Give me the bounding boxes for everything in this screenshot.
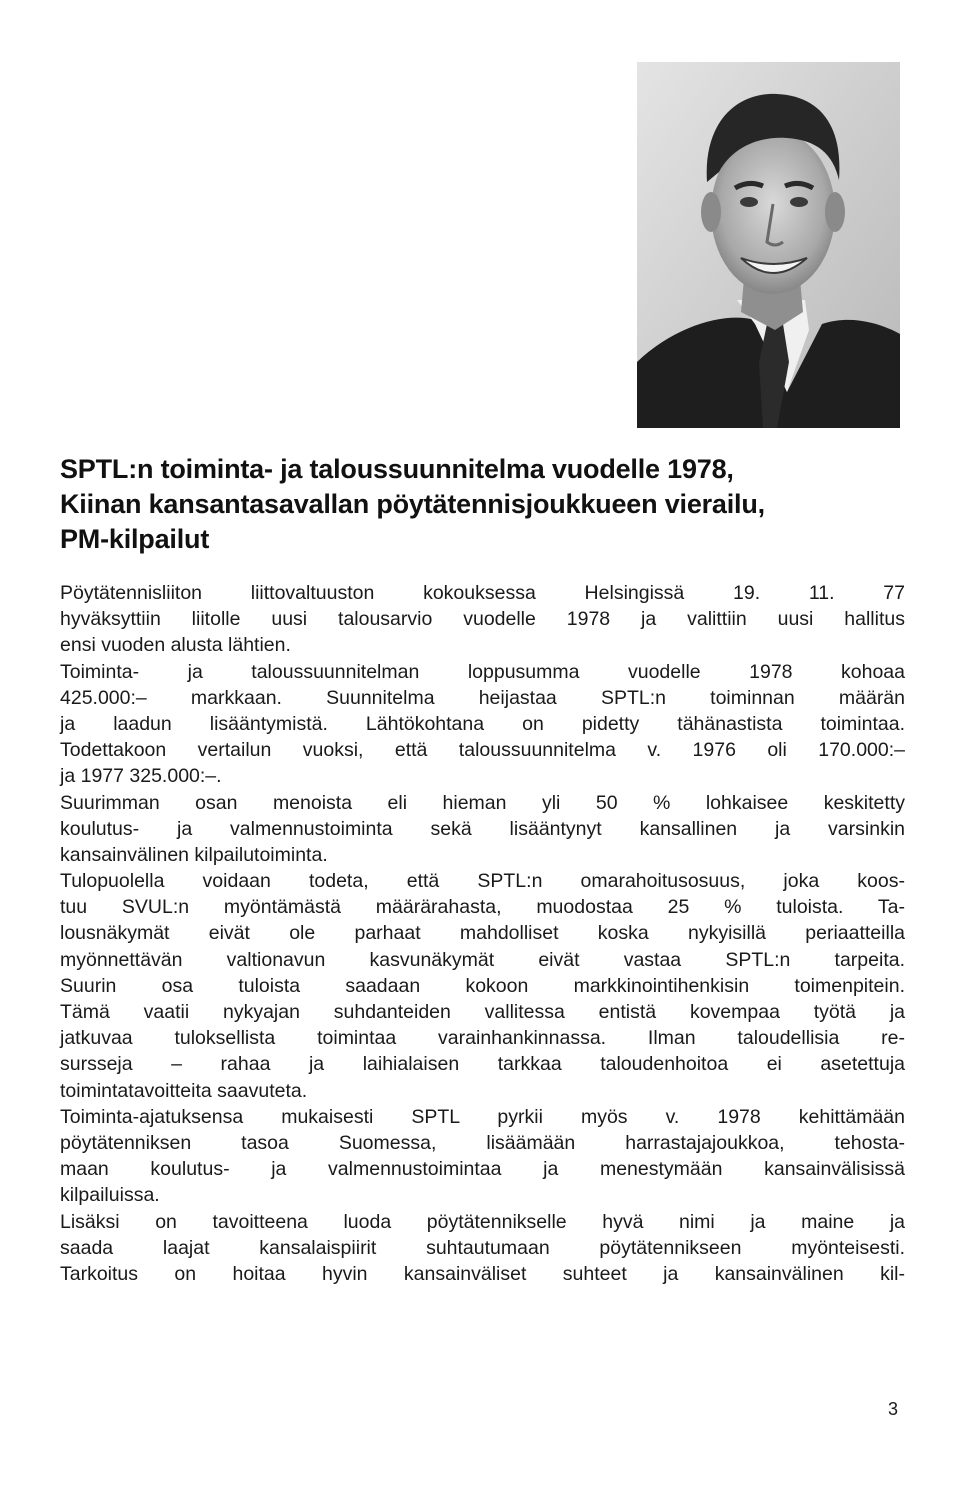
body-line: pöytätenniksen tasoa Suomessa, lisäämään harrastajajoukkoa, tehosta- (60, 1131, 905, 1154)
portrait-illustration (637, 62, 900, 428)
headline-line: PM-kilpailut (60, 524, 210, 554)
body-line: kansainvälinen kilpailutoiminta. (60, 843, 328, 866)
body-line: kilpailuissa. (60, 1184, 160, 1207)
body-line: jatkuvaa tuloksellista toimintaa varainhankinnassa. Ilman taloudellisia re- (60, 1027, 905, 1050)
body-line: Tarkoitus on hoitaa hyvin kansainväliset suhteet ja kansainvälinen kil- (60, 1262, 905, 1285)
portrait-photo (637, 62, 900, 428)
body-line: Tulopuolella voidaan todeta, että SPTL:n omarahoitusosuus, joka koos- (60, 870, 905, 893)
body-line: hyväksyttiin liitolle uusi talousarvio vuodelle 1978 ja valittiin uusi hallitus (60, 608, 905, 631)
body-line: 425.000:– markkaan. Suunnitelma heijastaa SPTL:n toiminnan määrän (60, 686, 905, 709)
body-line: sursseja – rahaa ja laihialaisen tarkkaa taloudenhoitoa ei asetettuja (60, 1053, 905, 1076)
headline-line: SPTL:n toiminta- ja taloussuunnitelma vuodelle 1978, (60, 454, 734, 484)
body-line: toimintatavoitteita saavuteta. (60, 1079, 308, 1102)
body-line: maan koulutus- ja valmennustoimintaa ja menestymään kansainvälisissä (60, 1158, 905, 1181)
body-line: Toiminta-ajatuksensa mukaisesti SPTL pyrkii myös v. 1978 kehittämään (60, 1105, 905, 1128)
body-line: tuu SVUL:n myöntämästä määrärahasta, muodostaa 25 % tuloista. Ta- (60, 896, 905, 919)
article-headline (60, 452, 920, 557)
body-line: koulutus- ja valmennustoiminta sekä lisääntynyt kansallinen ja varsinkin (60, 817, 905, 840)
body-line: Tämä vaatii nykyajan suhdanteiden vallitessa entistä kovempaa työtä ja (60, 1001, 905, 1023)
page-number: 3 (888, 1399, 899, 1419)
body-line: Suurin osa tuloista saadaan kokoon markkinointihenkisin toimenpitein. (60, 974, 905, 997)
body-line: Toiminta- ja taloussuunnitelman loppusumma vuodelle 1978 kohoaa (60, 660, 905, 683)
body-line: Suurimman osan menoista eli hieman yli 50 % lohkaisee keskitetty (60, 791, 905, 814)
headline-line: Kiinan kansantasavallan pöytätennisjoukkueen vierailu, (60, 489, 765, 519)
body-line: saada laajat kansalaispiirit suhtautumaan pöytätennikseen myönteisesti. (60, 1236, 905, 1259)
body-line: Lisäksi on tavoitteena luoda pöytätennikselle hyvä nimi ja maine ja (60, 1210, 905, 1233)
body-line: ja 1977 325.000:–. (60, 765, 222, 788)
body-line: ensi vuoden alusta lähtien. (60, 634, 291, 657)
article-body (60, 580, 905, 1287)
body-line: lousnäkymät eivät ole parhaat mahdolliset koska nykyisillä periaatteilla (60, 922, 905, 945)
body-line: myönnettävän valtionavun kasvunäkymät eivät vastaa SPTL:n tarpeita. (60, 948, 905, 971)
body-line: Pöytätennisliiton liittovaltuuston kokouksessa Helsingissä 19. 11. 77 (60, 582, 905, 604)
body-line: ja laadun lisääntymistä. Lähtökohtana on pidetty tähänastista toimintaa. (60, 712, 905, 735)
body-line: Todettakoon vertailun vuoksi, että taloussuunnitelma v. 1976 oli 170.000:– (60, 739, 905, 762)
